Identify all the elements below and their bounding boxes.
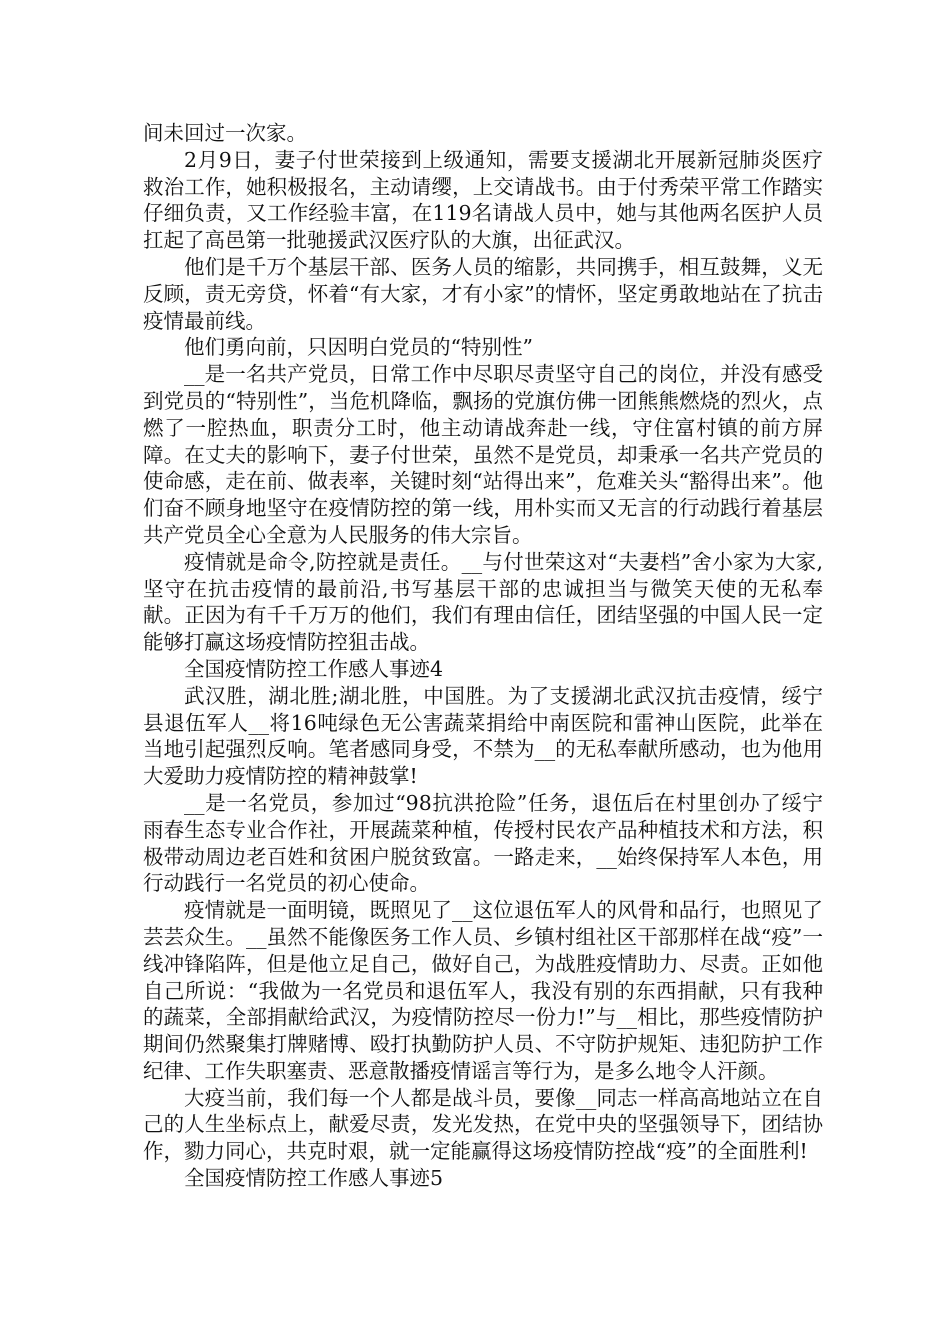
paragraph-continuation: 间未回过一次家。 [143,121,307,145]
paragraph: __是一名党员，参加过“98抗洪抢险”任务，退伍后在村里创办了绥宁雨春生态专业合作社，开展蔬菜种植，传授村民农产品种植技术和方法，积极带动周边老百姓和贫困户脱贫致富。一路走来，__始终保持军人本色，用行动践行一名党员的初心使命。 [143,790,823,896]
paragraph: 他们是千万个基层干部、医务人员的缩影，共同携手，相互鼓舞，义无反顾，责无旁贷，怀着“有大家，才有小家”的情怀，坚定勇敢地站在了抗击疫情最前线。 [143,254,823,333]
section-subheading: 他们勇向前，只因明白党员的“特别性” [184,335,533,360]
section-heading: 全国疫情防控工作感人事迹4 [184,656,444,681]
section-heading: 全国疫情防控工作感人事迹5 [184,1166,444,1191]
paragraph: __是一名共产党员，日常工作中尽职尽责坚守自己的岗位，并没有感受到党员的“特别性”，当危机降临，飘扬的党旗仿佛一团熊熊燃烧的烈火，点燃了一腔热血，职责分工时，他主动请战奔赴一线，守住富村镇的前方屏障。在丈夫的影响下，妻子付世荣，虽然不是党员，却秉承一名共产党员的使命感，走在前、做表率，关键时刻“站得出来”，危难关头“豁得出来”。他们奋不顾身地坚守在疫情防控的第一线，用朴实而又无言的行动践行着基层共产党员全心全意为人民服务的伟大宗旨。 [143,362,823,547]
paragraph: 2月9日，妻子付世荣接到上级通知，需要支援湖北开展新冠肺炎医疗救治工作，她积极报名，主动请缨，上交请战书。由于付秀荣平常工作踏实仔细负责，又工作经验丰富，在119名请战人员中，她与其他两名医护人员扛起了高邑第一批驰援武汉医疗队的大旗，出征武汉。 [143,147,823,253]
paragraph: 疫情就是命令,防控就是责任。__与付世荣这对“夫妻档”舍小家为大家,坚守在抗击疫情的最前沿,书写基层干部的忠诚担当与微笑天使的无私奉献。正因为有千千万万的他们，我们有理由信任，团结坚强的中国人民一定能够打赢这场疫情防控狙击战。 [143,549,823,655]
document-body [143,120,823,1192]
paragraph: 武汉胜，湖北胜;湖北胜，中国胜。为了支援湖北武汉抗击疫情，绥宁县退伍军人__将16吨绿色无公害蔬菜捐给中南医院和雷神山医院，此举在当地引起强烈反响。笔者感同身受，不禁为__的无私奉献所感动，也为他用大爱助力疫情防控的精神鼓掌! [143,683,823,789]
paragraph: 大疫当前，我们每一个人都是战斗员，要像__同志一样高高地站立在自己的人生坐标点上，献爱尽责，发光发热，在党中央的坚强领导下，团结协作，勠力同心，共克时艰，就一定能赢得这场疫情防控战“疫”的全面胜利! [143,1085,823,1164]
paragraph: 疫情就是一面明镜，既照见了__这位退伍军人的风骨和品行，也照见了芸芸众生。__虽然不能像医务工作人员、乡镇村组社区干部那样在战“疫”一线冲锋陷阵，但是他立足自己，做好自己，为战胜疫情助力、尽责。正如他自己所说：“我做为一名党员和退伍军人，我没有别的东西捐献，只有我种的蔬菜，全部捐献给武汉，为疫情防控尽一份力!”与__相比，那些疫情防护期间仍然聚集打牌赌博、殴打执勤防护人员、不守防护规矩、违犯防护工作纪律、工作失职塞责、恶意散播疫情谣言等行为，是多么地令人汗颜。 [143,898,823,1083]
